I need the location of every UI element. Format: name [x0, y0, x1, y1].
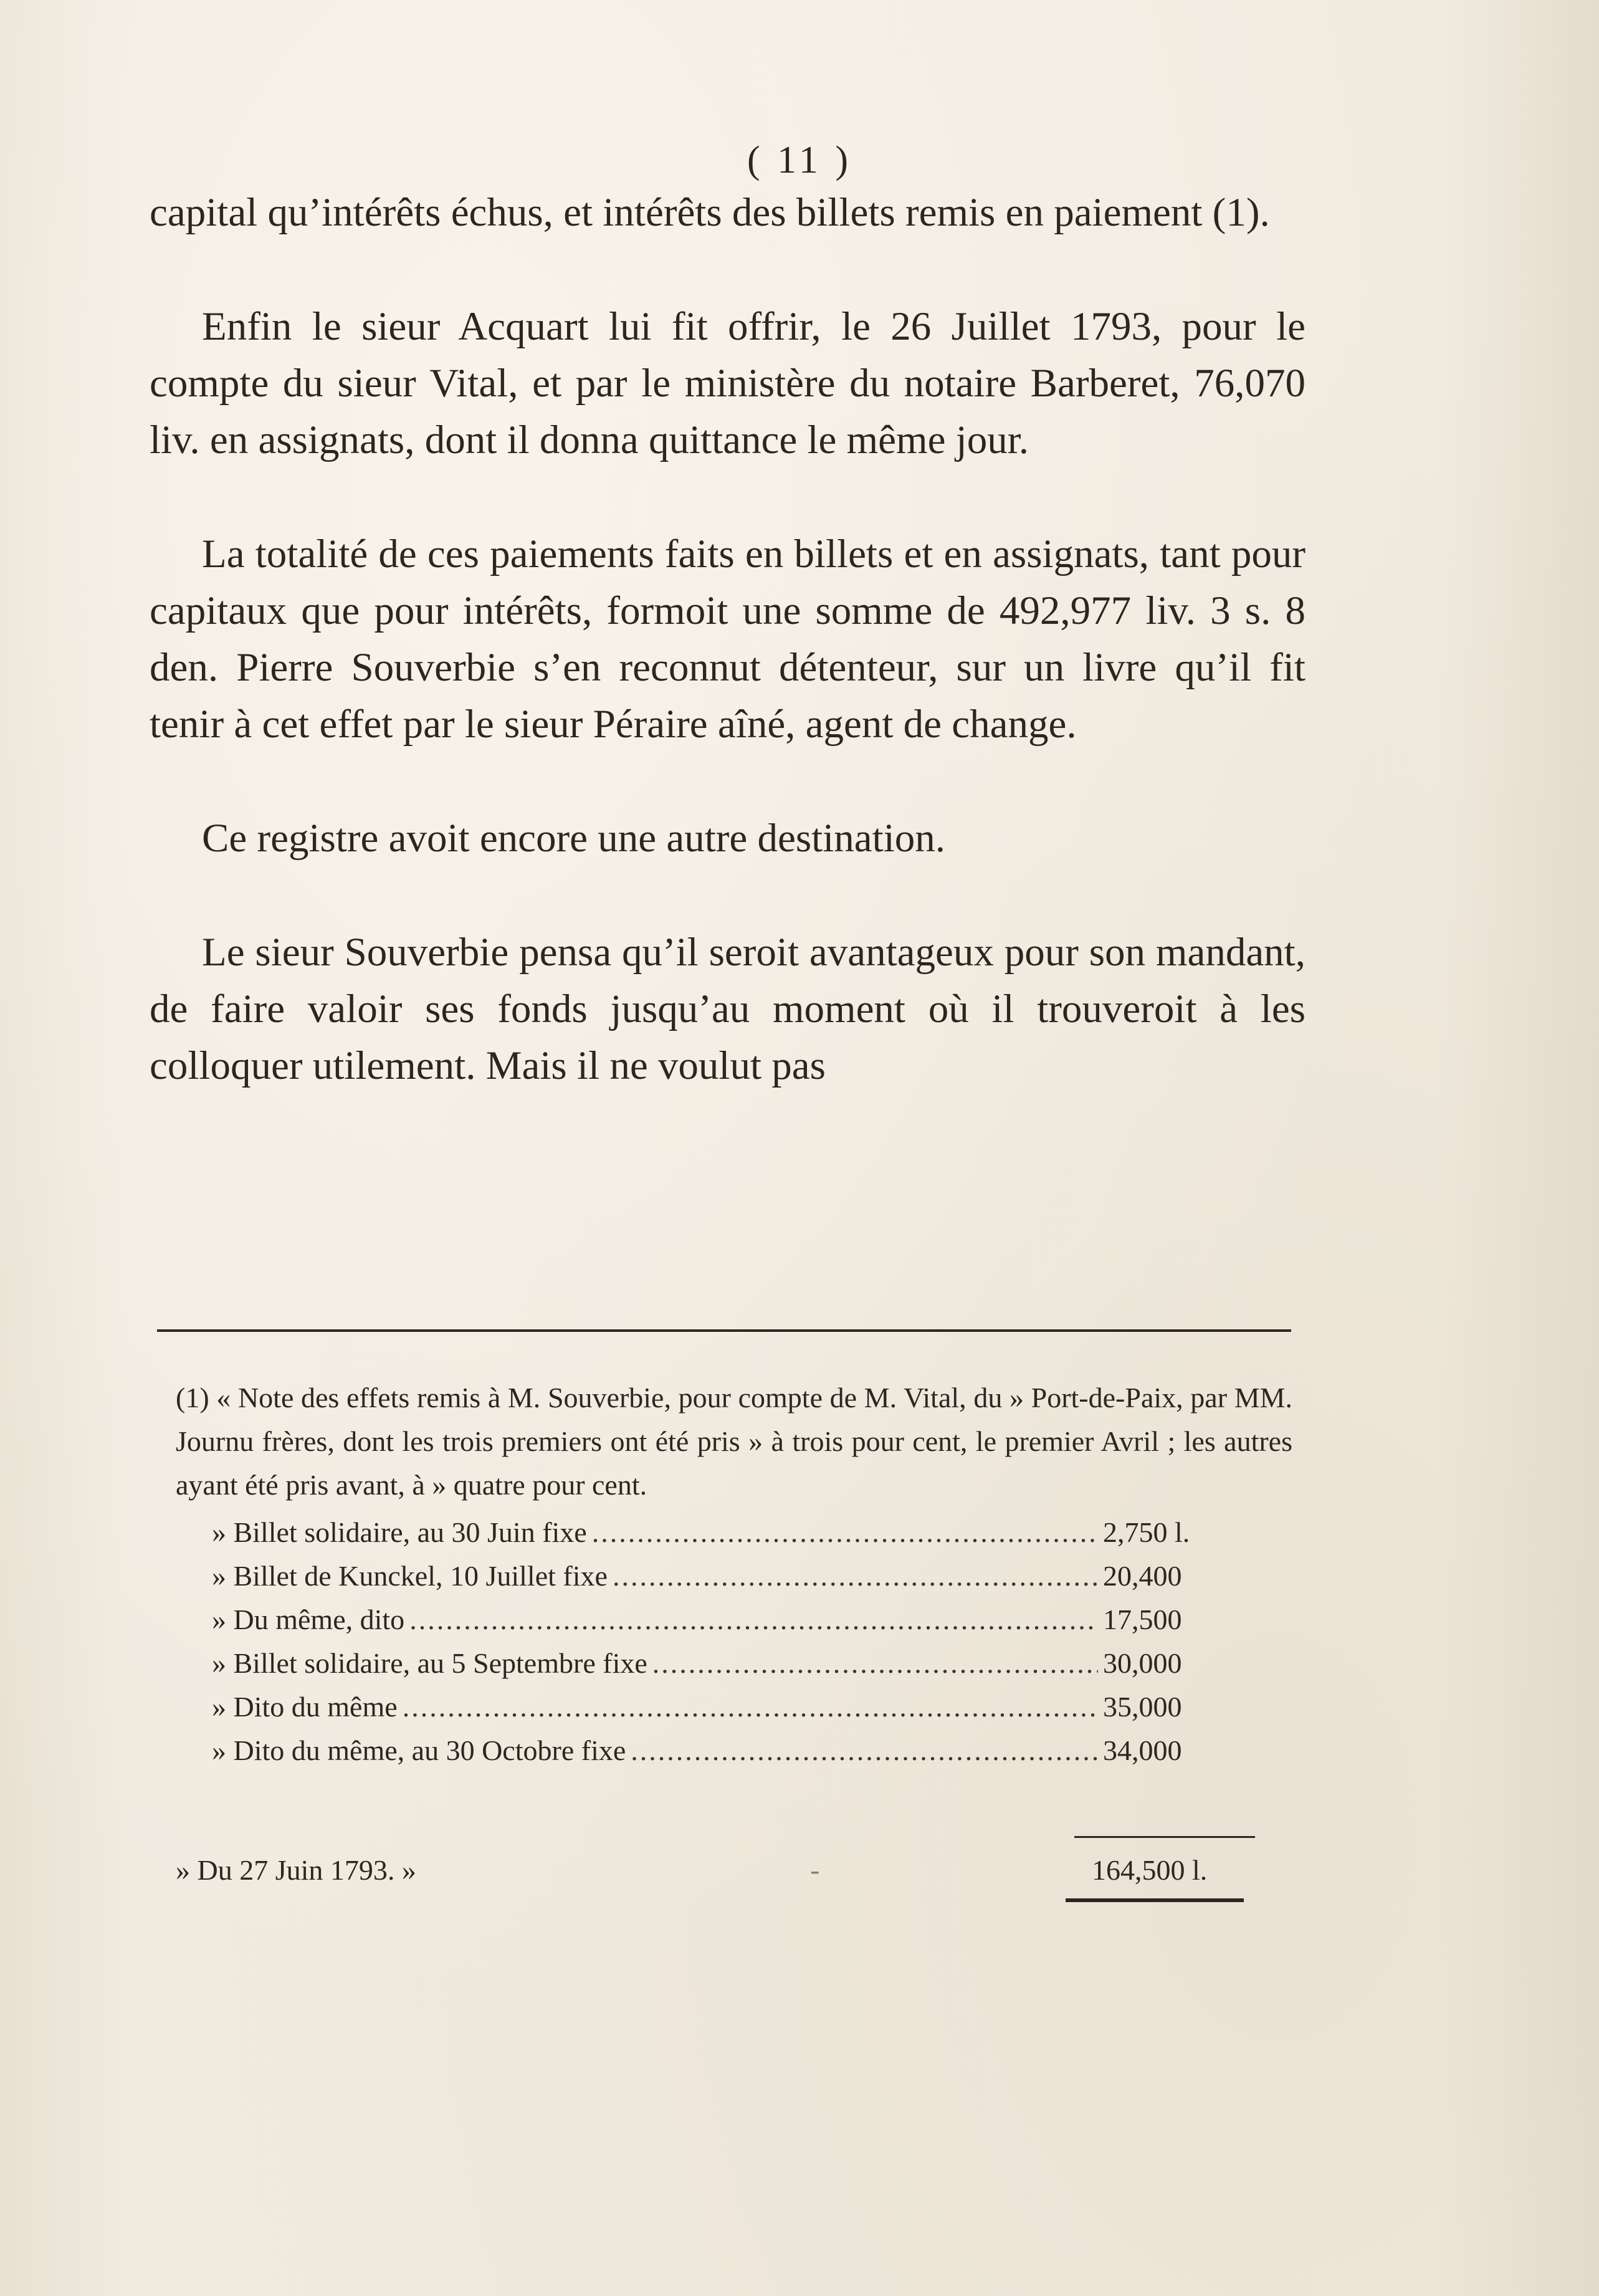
item-amount: 35,000	[1103, 1691, 1182, 1723]
note-date: » Du 27 Juin 1793. »	[176, 1854, 416, 1886]
list-item	[212, 1511, 1221, 1554]
paragraph: Enfin le sieur Acquart lui fit offrir, le 26 Juillet 1793, pour le compte du sieur Vital, et par le ministère du notaire Barberet, 76,070 liv. en assignats, dont il donna quittance le même jour.	[150, 304, 1305, 462]
item-label: » Dito du même	[212, 1691, 398, 1723]
item-amount: 30,000	[1103, 1647, 1182, 1679]
page-number: ( 11 )	[747, 139, 852, 181]
item-amount: 34,000	[1103, 1734, 1182, 1766]
dot-leader	[652, 1642, 1098, 1685]
total-amount: 164,500 l.	[1092, 1854, 1208, 1886]
sum-rule	[1074, 1836, 1255, 1838]
list-item	[212, 1598, 1221, 1642]
dot-leader	[613, 1554, 1098, 1598]
dot-leader	[409, 1598, 1098, 1642]
paragraph: La totalité de ces paiements faits en billets et en assignats, tant pour capitaux que pour intérêts, formoit une somme de 492,977 liv. 3 s. 8 den. Pierre Souverbie s’en reconnut détenteur, sur un livre qu’il fit tenir à cet effet par le sieur Péraire aîné, agent de change.	[150, 532, 1305, 747]
item-label: » Billet solidaire, au 30 Juin fixe	[212, 1516, 587, 1548]
dot-leader	[631, 1729, 1098, 1772]
item-label: » Dito du même, au 30 Octobre fixe	[212, 1734, 626, 1766]
total-double-rule	[1066, 1898, 1244, 1902]
dash-mark: -	[810, 1854, 820, 1887]
footnote-item-list	[176, 1511, 1292, 1772]
footnote-text: (1) « Note des effets remis à M. Souverbie, pour compte de M. Vital, du » Port-de-Paix, par MM. Journu frères, dont les trois premiers ont été pris » à trois pour cent, le premier Avril ; les autres ayant été pris avant, à » quatre pour cent.	[176, 1382, 1292, 1501]
item-amount: 2,750 l.	[1103, 1516, 1190, 1548]
paragraph: Ce registre avoit encore une autre destination.	[202, 816, 946, 861]
list-item	[212, 1685, 1221, 1729]
item-amount: 17,500	[1103, 1604, 1182, 1635]
dot-leader	[403, 1685, 1098, 1729]
list-item	[212, 1642, 1221, 1685]
footnote-separator	[157, 1329, 1291, 1332]
footnote	[176, 1376, 1292, 1772]
paragraph-continuation: capital qu’intérêts échus, et intérêts des billets remis en paiement (1).	[150, 190, 1270, 235]
list-item	[212, 1729, 1221, 1772]
item-label: » Billet de Kunckel, 10 Juillet fixe	[212, 1560, 608, 1592]
main-text	[150, 184, 1305, 1094]
list-item	[212, 1554, 1221, 1598]
item-label: » Du même, dito	[212, 1604, 405, 1635]
item-label: » Billet solidaire, au 5 Septembre fixe	[212, 1647, 647, 1679]
dot-leader	[592, 1511, 1098, 1554]
paragraph: Le sieur Souverbie pensa qu’il seroit avantageux pour son mandant, de faire valoir ses fonds jusqu’au moment où il trouveroit à les colloquer utilement. Mais il ne voulut pas	[150, 930, 1305, 1088]
item-amount: 20,400	[1103, 1560, 1182, 1592]
